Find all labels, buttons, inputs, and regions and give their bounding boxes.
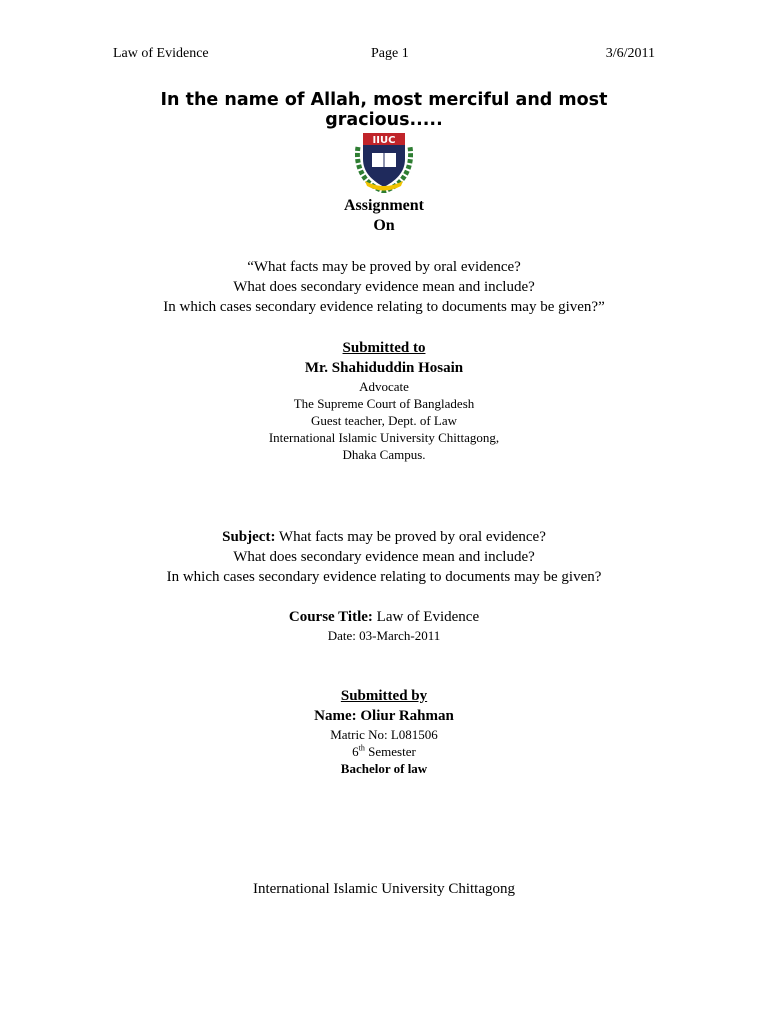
- header-doc-title: Law of Evidence: [113, 46, 209, 61]
- assignment-on: On: [373, 217, 395, 234]
- course-title-label: Course Title:: [288, 609, 373, 625]
- submission-date: Date: 03-March-2011: [327, 628, 441, 643]
- university-crest-logo: [355, 131, 413, 193]
- submitted-by-heading: Submitted by: [340, 688, 428, 704]
- footer-university: [60, 879, 708, 899]
- submitted-to-heading: Submitted to: [342, 340, 426, 356]
- university-name: International Islamic University Chittagong: [252, 881, 516, 897]
- supervisor-detail: International Islamic University Chittagong,: [268, 430, 500, 445]
- course-title-line: [60, 607, 708, 627]
- semester-suffix: th: [358, 743, 365, 753]
- degree-program: Bachelor of law: [340, 761, 428, 776]
- course-title-value: Law of Evidence: [372, 609, 480, 625]
- semester: [60, 743, 708, 760]
- subject-text-1: What facts may be proved by oral evidence?: [275, 529, 546, 545]
- invocation-line-2: gracious.....: [325, 110, 443, 130]
- supervisor-detail: Advocate: [359, 379, 409, 394]
- assignment-label: Assignment: [343, 197, 424, 214]
- assignment-heading: [60, 196, 708, 236]
- invocation-line-1: In the name of Allah, most merciful and most: [160, 90, 608, 110]
- topic-line-2: What does secondary evidence mean and include?: [233, 279, 535, 295]
- header-date: 3/6/2011: [605, 46, 655, 61]
- semester-label: Semester: [364, 744, 416, 759]
- semester-number: 6: [352, 744, 359, 759]
- page-header: [113, 46, 655, 64]
- submitted-to-section: [60, 338, 708, 463]
- submitted-by-section: [60, 686, 708, 777]
- matric-number: Matric No: L081506: [330, 727, 438, 742]
- supervisor-detail: Guest teacher, Dept. of Law: [310, 413, 458, 428]
- student-name: Name: Oliur Rahman: [314, 708, 454, 724]
- subject-line-1: [60, 527, 708, 547]
- supervisor-name: Mr. Shahiduddin Hosain: [304, 360, 464, 376]
- opening-invocation: [120, 90, 648, 130]
- topic-line-3: In which cases secondary evidence relating to documents may be given?”: [163, 299, 605, 315]
- supervisor-detail: The Supreme Court of Bangladesh: [293, 396, 475, 411]
- header-page-number: Page 1: [371, 46, 409, 61]
- assignment-topic: [60, 257, 708, 317]
- svg-text:IIUC: IIUC: [372, 135, 396, 146]
- subject-section: [60, 527, 708, 587]
- course-section: [60, 607, 708, 644]
- subject-line-2: What does secondary evidence mean and include?: [233, 549, 535, 565]
- subject-line-3: In which cases secondary evidence relating to documents may be given?: [166, 569, 602, 585]
- topic-line-1: “What facts may be proved by oral evidence?: [247, 259, 521, 275]
- supervisor-detail: Dhaka Campus.: [342, 447, 426, 462]
- subject-label: Subject:: [222, 529, 276, 545]
